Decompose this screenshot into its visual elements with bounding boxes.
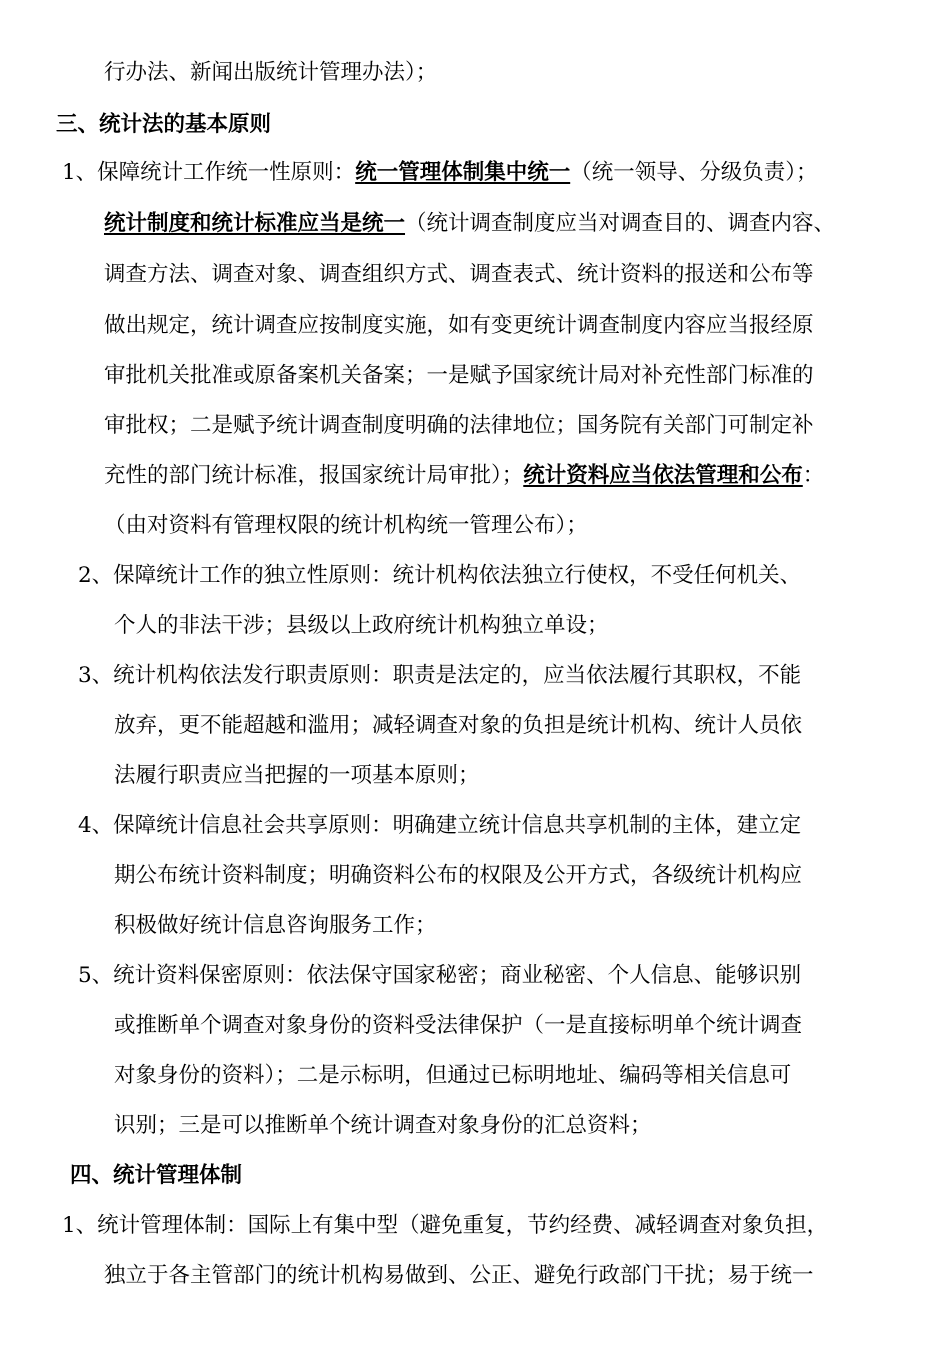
principle-1-text: （统一领导、分级负责）； (570, 160, 818, 185)
principle-1-line-6: 审批权；二是赋予统计调查制度明确的法律地位；国务院有关部门可制定补 (104, 413, 814, 438)
principle-1-line-3: 调查方法、调查对象、调查组织方式、调查表式、统计资料的报送和公布等 (104, 262, 814, 287)
principle-1-line-4: 做出规定，统计调查应按制度实施，如有变更统计调查制度内容应当报经原 (104, 313, 814, 338)
principle-1-line-7 (104, 461, 824, 491)
principle-1-title: 1、保障统计工作统一性原则： (62, 160, 356, 185)
principle-1-text: （统计调查制度应当对调查目的、调查内容、 (405, 211, 836, 236)
principle-4-line-2: 期公布统计资料制度；明确资料公布的权限及公开方式，各级统计机构应 (114, 863, 803, 888)
principle-1-line-8: （由对资料有管理权限的统计机构统一管理公布）； (104, 513, 588, 538)
principle-5-line-3: 对象身份的资料）；二是示标明，但通过已标明地址、编码等相关信息可 (114, 1063, 792, 1088)
principle-1-text: ： (802, 463, 825, 488)
underlined-term-lawful-management: 统计资料应当依法管理和公布 (523, 463, 803, 488)
underlined-term-unified-management: 统一管理体制集中统一 (355, 160, 571, 185)
principle-2-line-1: 2、保障统计工作的独立性原则：统计机构依法独立行使权，不受任何机关、 (78, 563, 802, 588)
section-heading-principles: 三、统计法的基本原则 (56, 112, 272, 137)
underlined-term-unified-standards: 统计制度和统计标准应当是统一 (104, 211, 406, 236)
principle-5-line-2: 或推断单个调查对象身份的资料受法律保护（一是直接标明单个统计调查 (114, 1013, 803, 1038)
continuation-line: 行办法、新闻出版统计管理办法）； (104, 60, 438, 85)
principle-3-line-2: 放弃，更不能超越和滥用；减轻调查对象的负担是统计机构、统计人员依 (114, 713, 803, 738)
principle-4-line-3: 积极做好统计信息咨询服务工作； (114, 913, 437, 938)
principle-4-line-1: 4、保障统计信息社会共享原则：明确建立统计信息共享机制的主体，建立定 (78, 813, 802, 838)
principle-3-line-1: 3、统计机构依法发行职责原则：职责是法定的，应当依法履行其职权，不能 (78, 663, 802, 688)
principle-1-text: 充性的部门统计标准，报国家统计局审批）； (104, 463, 524, 488)
principle-1-line-1 (62, 158, 817, 188)
management-line-2: 独立于各主管部门的统计机构易做到、公正、避免行政部门干扰；易于统一 (104, 1263, 814, 1288)
principle-1-line-2 (104, 209, 835, 239)
principle-1-line-5: 审批机关批准或原备案机关备案；一是赋予国家统计局对补充性部门标准的 (104, 363, 814, 388)
principle-5-line-4: 识别；三是可以推断单个统计调查对象身份的汇总资料； (114, 1113, 652, 1138)
principle-5-line-1: 5、统计资料保密原则：依法保守国家秘密；商业秘密、个人信息、能够识别 (78, 963, 802, 988)
management-line-1: 1、统计管理体制：国际上有集中型（避免重复，节约经费、减轻调查对象负担， (62, 1213, 829, 1238)
principle-2-line-2: 个人的非法干涉；县级以上政府统计机构独立单设； (114, 613, 609, 638)
section-heading-management-system: 四、统计管理体制 (70, 1163, 243, 1188)
principle-3-line-3: 法履行职责应当把握的一项基本原则； (114, 763, 480, 788)
